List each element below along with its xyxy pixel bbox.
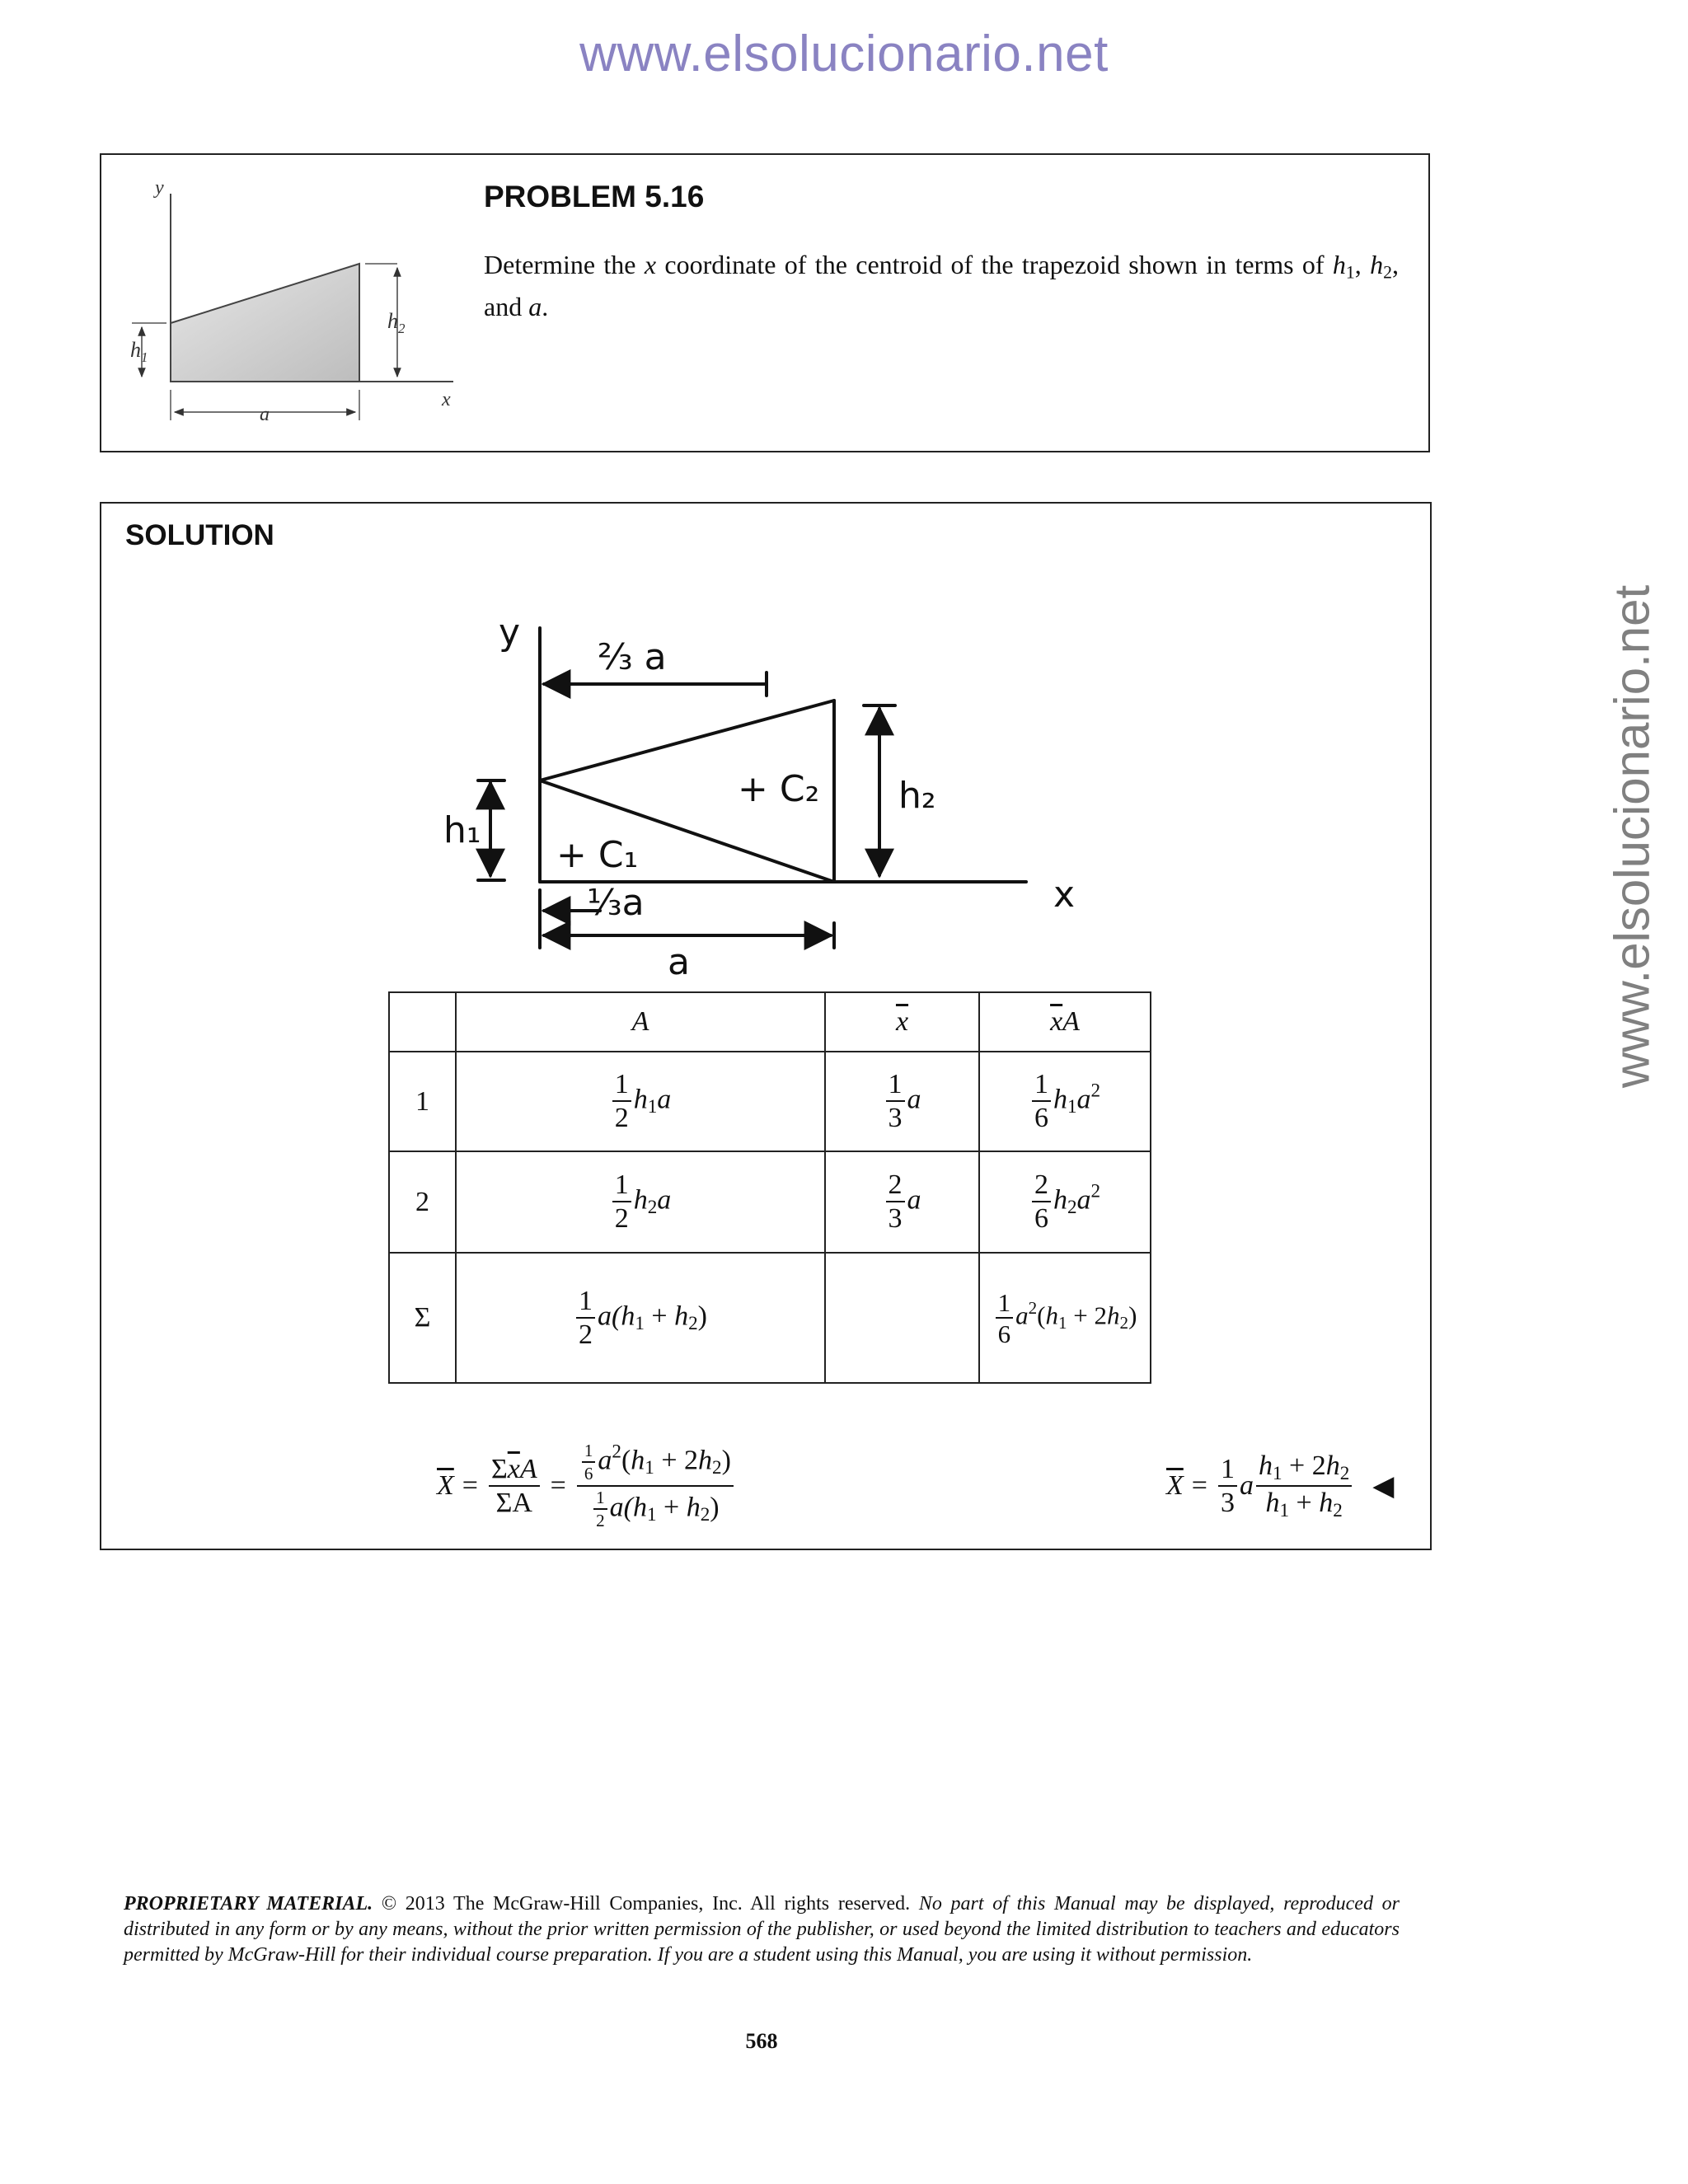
eq-right-equals: = xyxy=(1191,1470,1207,1501)
table-sum-label: Σ xyxy=(389,1253,456,1383)
fig-x-label: x xyxy=(442,389,451,410)
table-sum-xbar xyxy=(825,1253,979,1383)
sketch-h1-label: h₁ xyxy=(443,809,481,851)
trapezoid-shape xyxy=(171,264,359,382)
watermark-side: www.elsolucionario.net xyxy=(1604,584,1660,1089)
problem-statement: Determine the x coordinate of the centroid of the trapezoid shown in terms of $h_1$, $h_2$, and a. xyxy=(484,250,1400,322)
table-header-area: A xyxy=(456,992,825,1052)
table-header-empty xyxy=(389,992,456,1052)
eq-right-x: $\overline{X}$ xyxy=(1166,1470,1184,1501)
table-cell-area: $\frac{1}{2}$ $h_1a$ xyxy=(456,1052,825,1151)
problem-title: PROBLEM 5.16 xyxy=(484,180,705,213)
fig-y-label: y xyxy=(155,177,164,199)
page-number: 568 xyxy=(745,2029,778,2053)
table-cell-xbar-a: $\frac{2}{6}$ $h_2a^2$ xyxy=(979,1151,1151,1253)
table-header-xbar: $\overline{x}$ xyxy=(825,992,979,1052)
fig-a-label: a xyxy=(260,404,270,425)
sketch-c2-label: + C₂ xyxy=(738,768,820,810)
table-cell-xbar: $\frac{2}{3}$ a xyxy=(825,1151,979,1253)
table-row xyxy=(389,1151,1151,1253)
proprietary-notice: PROPRIETARY MATERIAL. © 2013 The McGraw-Hill Companies, Inc. All rights reserved. No part of this Manual may be displayed, reproduced or distributed in any form or by any means, without the prior written permission of the publisher, or used beyond the limited distribution to teachers and educators permitted by McGraw-Hill for their individual course preparation. If you are a student using this Manual, you are using it without permission. xyxy=(124,1893,1400,1966)
table-sum-row xyxy=(389,1253,1151,1383)
eq-right-ratio: $\frac{h_1 + 2h_2}{h_1 + h_2}$ xyxy=(1256,1452,1352,1521)
centroid-equation-left xyxy=(437,1441,736,1531)
solution-title: SOLUTION xyxy=(125,519,274,551)
table-header-xbar-a: $\overline{x}A$ xyxy=(979,992,1151,1052)
table-cell-xbar-a: $\frac{1}{6}$ $h_1a^2$ xyxy=(979,1052,1151,1151)
eq-right-one-third: $\frac{1}{3}$ xyxy=(1218,1455,1237,1517)
sketch-y-label: y xyxy=(499,612,521,654)
watermark-top: www.elsolucionario.net xyxy=(579,26,1109,82)
trapezoid-figure xyxy=(115,169,478,441)
table-sum-xbar-a: $\frac{1}{6}$ $a^2(h_1 + 2h_2)$ xyxy=(979,1253,1151,1383)
eq-left-equals: = xyxy=(462,1470,478,1501)
sketch-c1-label: + C₁ xyxy=(556,834,639,876)
centroid-table xyxy=(388,991,1151,1384)
table-header-row xyxy=(389,992,1151,1052)
eq-left-fraction-2: $\frac{1}{6}$ $a^2(h_1 + 2h_2)$ $\frac{1}{2}$ $a(h_1 + h_2)$ xyxy=(577,1442,734,1529)
fig-h2-sub: 2 xyxy=(398,321,406,336)
eq-left-equals-2: = xyxy=(550,1470,566,1501)
centroid-answer xyxy=(1166,1441,1394,1531)
fig-h1-label: h xyxy=(130,338,141,362)
table-cell-xbar: $\frac{1}{3}$ a xyxy=(825,1052,979,1151)
sketch-one-third-a: ¹⁄₃a xyxy=(587,882,645,924)
table-sum-area: $\frac{1}{2}$ $a(h_1 + h_2)$ xyxy=(456,1253,825,1383)
table-row-label: 1 xyxy=(389,1052,456,1151)
fig-h1-sub: 1 xyxy=(141,349,148,365)
table-row xyxy=(389,1052,1151,1151)
answer-marker-icon: ◀ xyxy=(1372,1471,1395,1502)
sketch-two-thirds-a: ²⁄₃ a xyxy=(598,636,667,678)
svg-text:h1 xyxy=(130,338,148,365)
eq-right-a: a xyxy=(1239,1470,1254,1501)
sketch-a-label: a xyxy=(668,941,690,983)
table-cell-area: $\frac{1}{2}$ $h_2a$ xyxy=(456,1151,825,1253)
eq-left-x: $\overline{X}$ xyxy=(437,1470,454,1501)
sketch-x-label: x xyxy=(1053,874,1076,916)
fig-h2-label: h xyxy=(387,309,398,333)
centroid-sketch xyxy=(412,610,1137,989)
sketch-h2-label: h₂ xyxy=(898,775,936,817)
eq-left-fraction-1: $\frac{\Sigma\overline{x}A}{\Sigma A}$ xyxy=(489,1455,540,1517)
table-row-label: 2 xyxy=(389,1151,456,1253)
svg-text:h2 xyxy=(387,309,406,336)
